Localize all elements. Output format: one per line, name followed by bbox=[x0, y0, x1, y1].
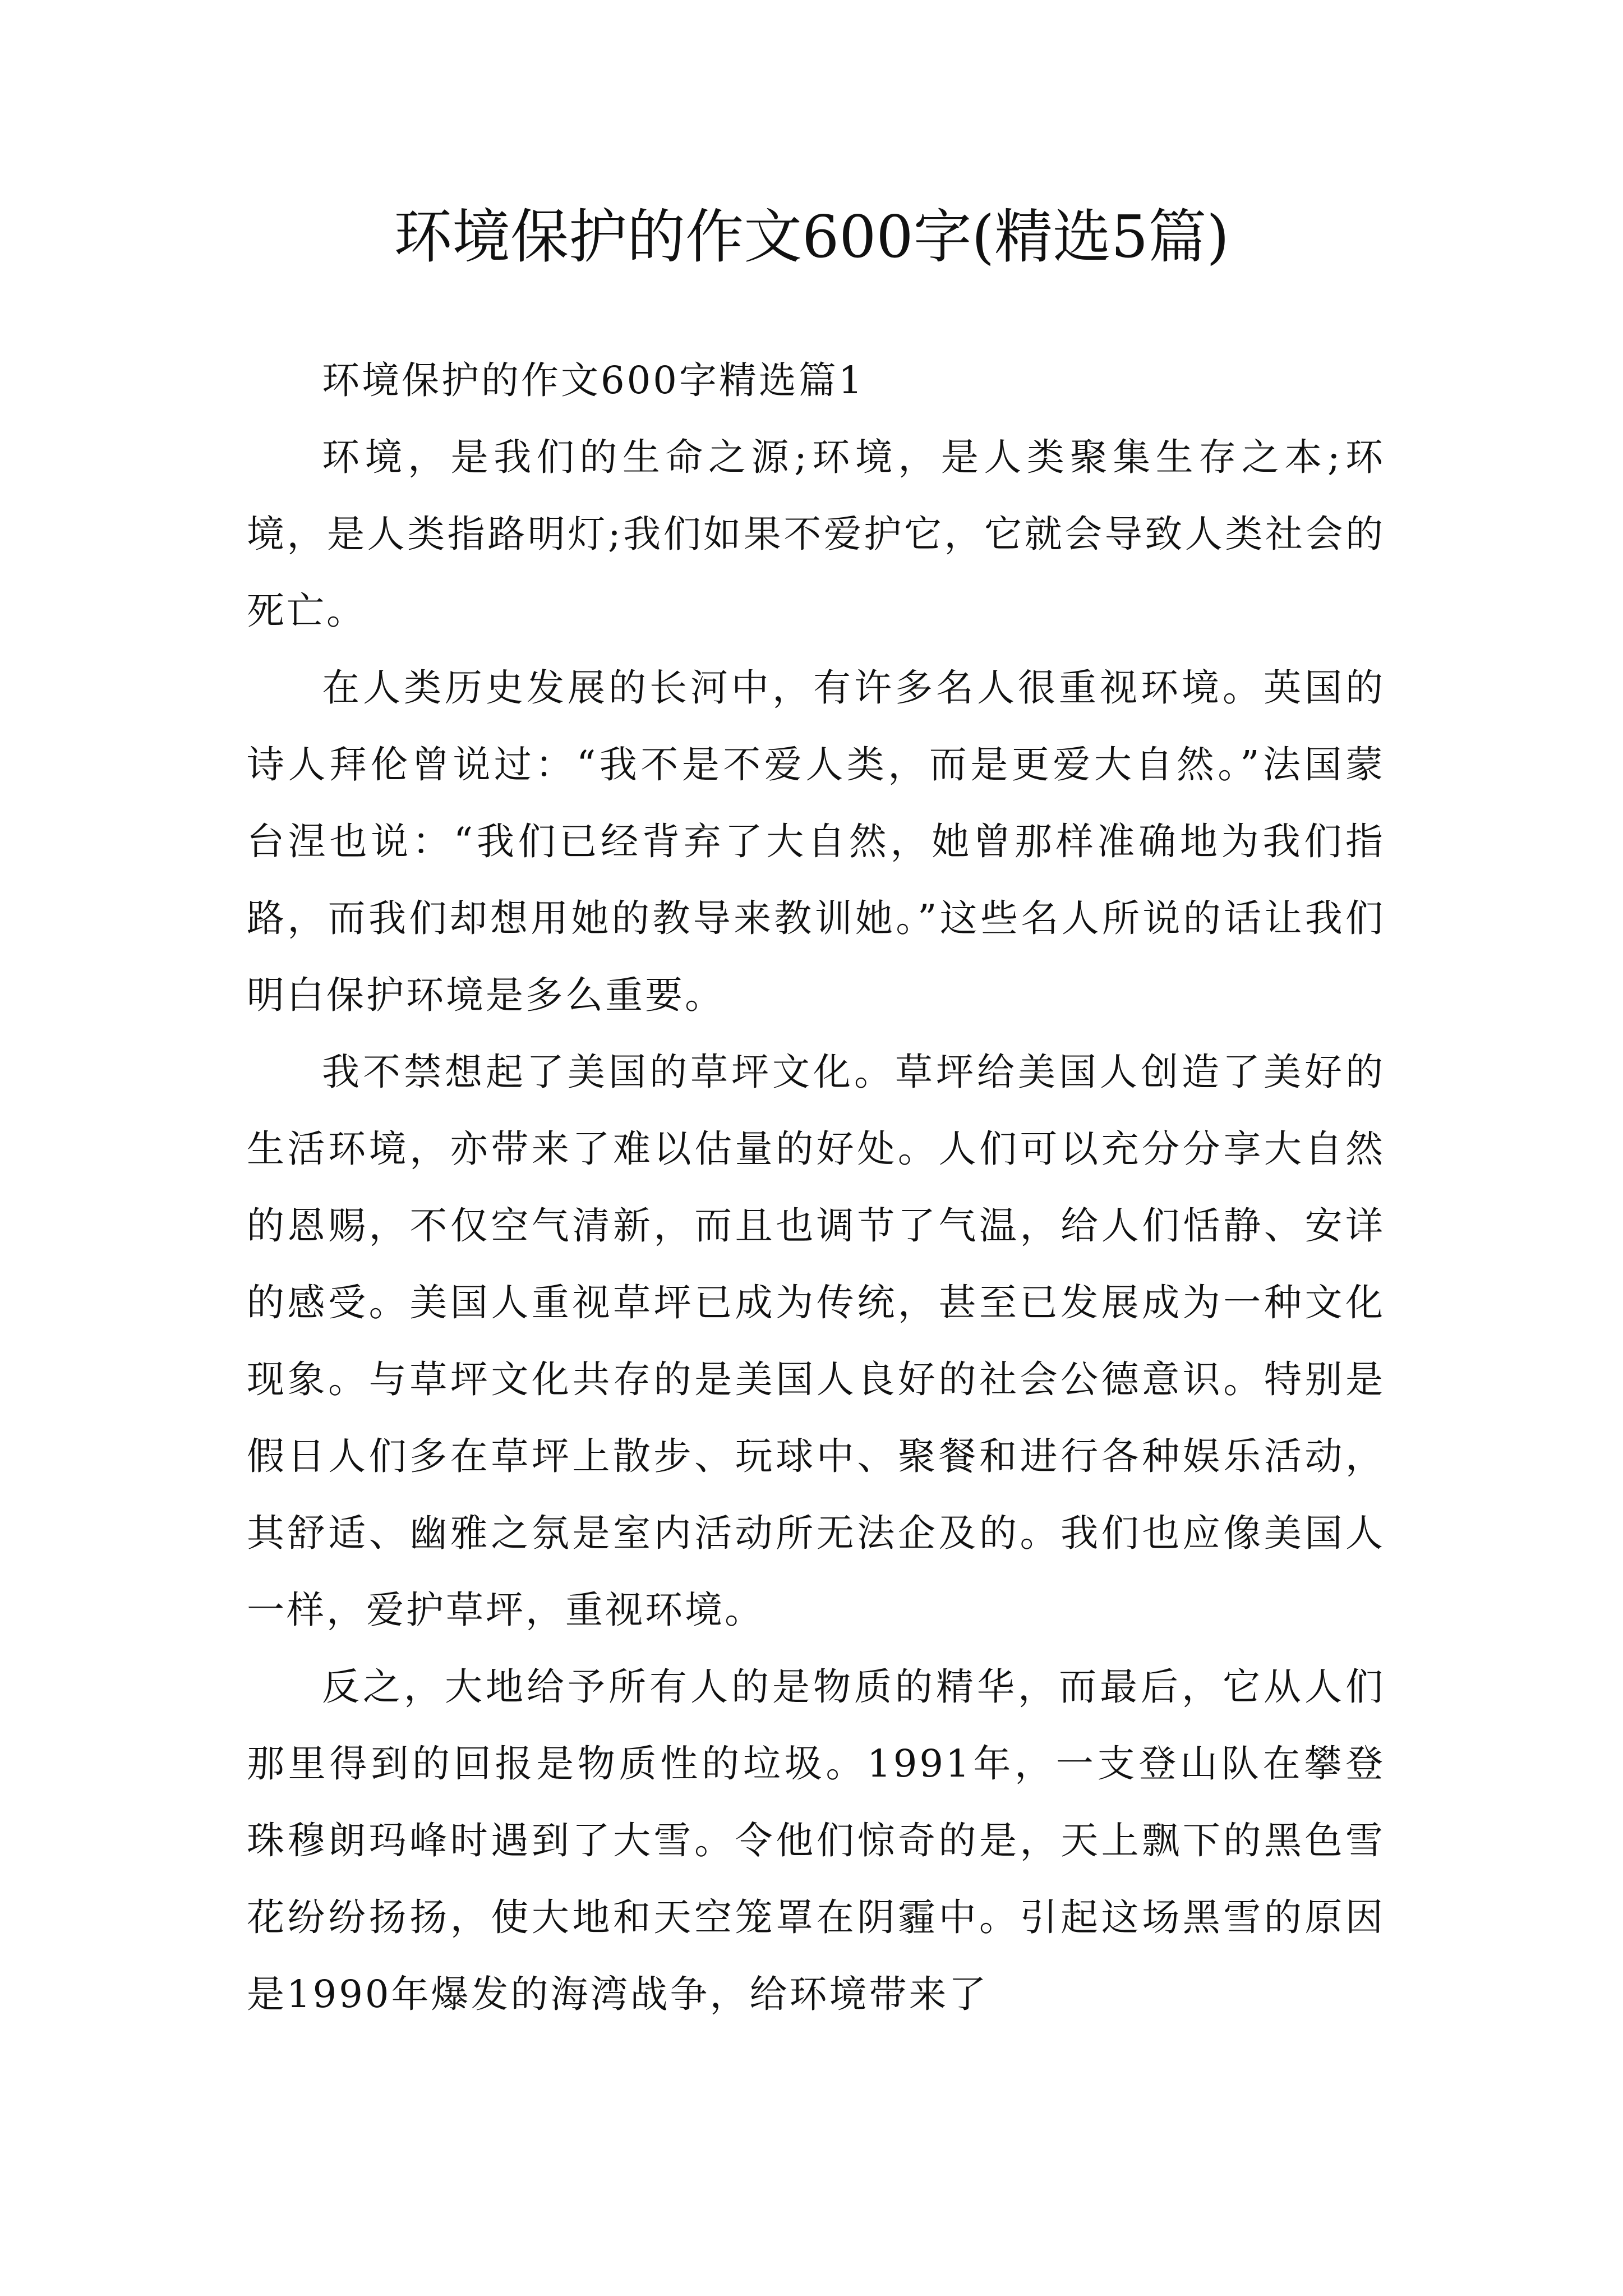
section-heading: 环境保护的作文600字精选篇1 bbox=[322, 358, 865, 402]
paragraph: 反之，大地给予所有人的是物质的精华，而最后，它从人们那里得到的回报是物质性的垃圾。1991年，一支登山队在攀登珠穆朗玛峰时遇到了大雪。令他们惊奇的是，天上飘下的黑色雪花纷纷扬扬，使大地和天空笼罩在阴霾中。引起这场黑雪的原因是1990年爆发的海湾战争，给环境带来了 bbox=[247, 1665, 1385, 2016]
document-body bbox=[247, 342, 1385, 2033]
document-title: 环境保护的作文600字(精选5篇) bbox=[394, 203, 1229, 271]
paragraph: 环境，是我们的生命之源;环境，是人类聚集生存之本;环境，是人类指路明灯;我们如果不爱护它，它就会导致人类社会的死亡。 bbox=[247, 435, 1385, 633]
paragraph: 我不禁想起了美国的草坪文化。草坪给美国人创造了美好的生活环境，亦带来了难以估量的好处。人们可以充分分享大自然的恩赐，不仅空气清新，而且也调节了气温，给人们恬静、安详的感受。美国人重视草坪已成为传统，甚至已发展成为一种文化现象。与草坪文化共存的是美国人良好的社会公德意识。特别是假日人们多在草坪上散步、玩球中、聚餐和进行各种娱乐活动，其舒适、幽雅之氛是室内活动所无法企及的。我们也应像美国人一样，爱护草坪，重视环境。 bbox=[247, 1050, 1385, 1632]
paragraph: 在人类历史发展的长河中，有许多名人很重视环境。英国的诗人拜伦曾说过：“我不是不爱人类，而是更爱大自然。”法国蒙台涅也说：“我们已经背弃了大自然，她曾那样准确地为我们指路，而我们却想用她的教导来教训她。”这些名人所说的话让我们明白保护环境是多么重要。 bbox=[247, 666, 1385, 1017]
